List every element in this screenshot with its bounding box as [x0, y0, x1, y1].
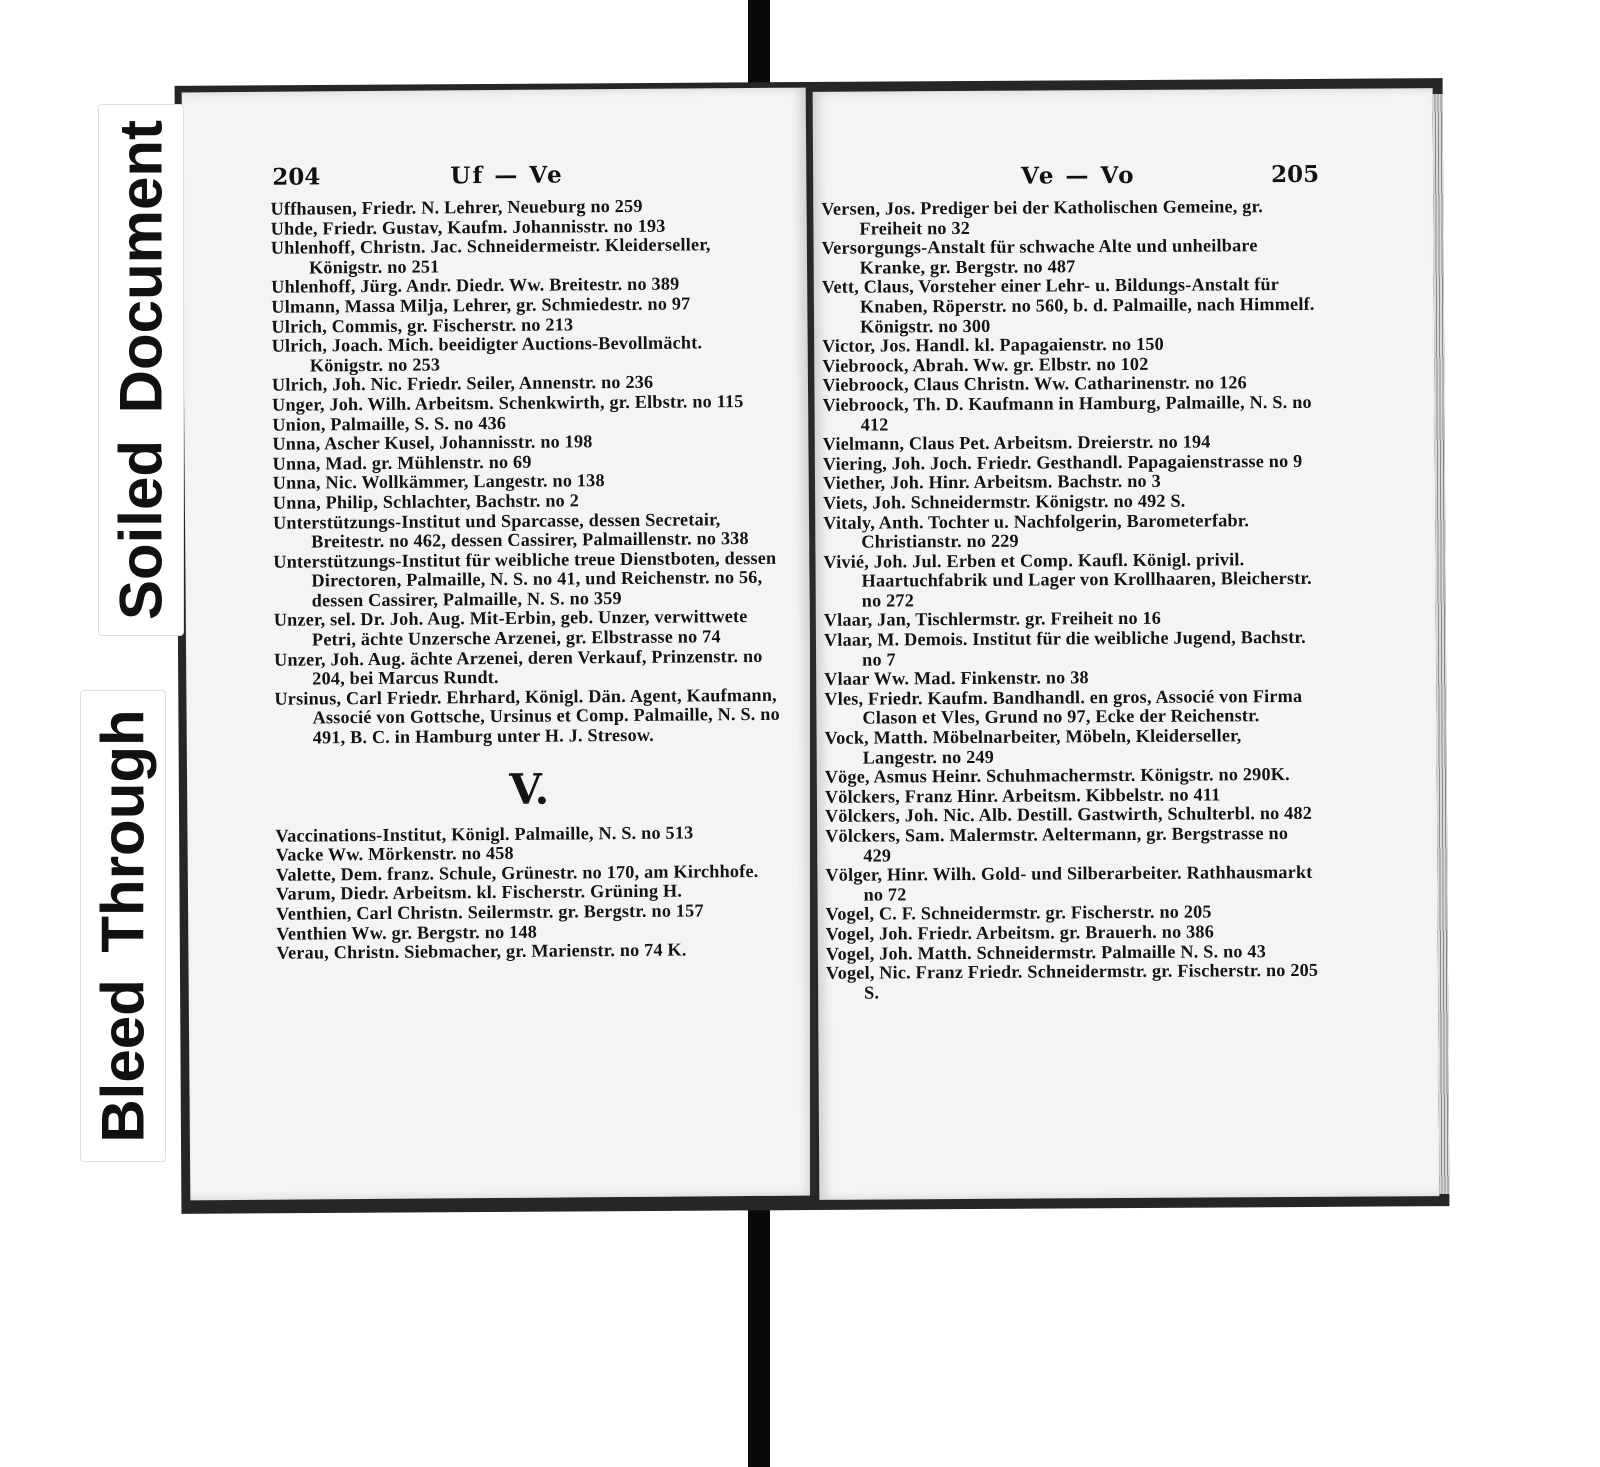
right-page-entry: Versen, Jos. Prediger bei der Katholischen Gemeine, gr. Freiheit no 32 [821, 196, 1263, 239]
right-page-entry: Vitaly, Anth. Tochter u. Nachfolgerin, Barometerfabr. Christianstr. no 229 [823, 509, 1250, 552]
left-page-entry: Varum, Diedr. Arbeitsm. kl. Fischerstr. Grüning H. [275, 880, 683, 905]
left-page-entry: Venthien, Carl Christn. Seilermstr. gr. Bergstr. no 157 [276, 900, 704, 924]
left-page-entry: Ulrich, Commis, gr. Fischerstr. no 213 [271, 313, 574, 337]
right-page-entry: Vlaar, Jan, Tischlermstr. gr. Freiheit no 16 [823, 608, 1162, 631]
left-page-entry: Vaccinations-Institut, Königl. Palmaille, N. S. no 513 [275, 822, 694, 846]
left-page-entry: Unterstützungs-Institut für weibliche treue Dienstboten, dessen Directoren, Palmaille, N. S. no 41, und Reichenstr. no 56, dessen Cassirer, Palmaille, N. S. no 359 [273, 547, 777, 611]
left-page-entry: Valette, Dem. franz. Schule, Grünestr. no 170, am Kirchhofe. [275, 860, 759, 885]
left-page-entry: Uffhausen, Friedr. N. Lehrer, Neueburg no 259 [270, 195, 643, 219]
left-page-entry: Unger, Joh. Wilh. Arbeitsm. Schenkwirth, gr. Elbstr. no 115 [272, 391, 744, 415]
right-entry-list [821, 197, 1320, 1003]
right-page-entry: Völger, Hinr. Wilh. Gold- und Silberarbeiter. Rathhausmarkt no 72 [825, 862, 1313, 905]
right-page-number: 205 [1271, 160, 1320, 189]
left-page-entry: Ulrich, Joh. Nic. Friedr. Seiler, Annenstr. no 236 [271, 372, 654, 396]
left-page-number: 204 [272, 163, 321, 191]
right-page [813, 88, 1440, 1200]
right-page-entry: Vock, Matth. Möbelnarbeiter, Möbeln, Kleiderseller, Langestr. no 249 [824, 725, 1242, 768]
soiled-document-label [98, 104, 184, 636]
left-page-entry: Vacke Ww. Mörkenstr. no 458 [275, 843, 514, 865]
right-page-entry: Victor, Jos. Handl. kl. Papagaienstr. no 150 [822, 333, 1165, 357]
left-page-entry: Verau, Christn. Siebmacher, gr. Marienstr. no 74 K. [276, 939, 687, 963]
left-page-entry: Unna, Nic. Wollkämmer, Langestr. no 138 [272, 470, 605, 494]
left-entry-list [271, 196, 785, 964]
right-page-entry: Vogel, Joh. Friedr. Arbeitsm. gr. Brauerh. no 386 [825, 921, 1215, 944]
left-page-range: Uf — Ve [450, 161, 564, 190]
right-page-entry: Versorgungs-Anstalt für schwache Alte und unheilbare Kranke, gr. Bergstr. no 487 [821, 235, 1258, 278]
right-running-head [825, 160, 1325, 190]
right-page-entry: Vett, Claus, Vorsteher einer Lehr- u. Bildungs-Anstalt für Knaben, Röperstr. no 560, b. d. Palmaille, nach Himmelf. Königstr. no 300 [821, 274, 1315, 337]
left-page-entry: Venthien Ww. gr. Bergstr. no 148 [276, 921, 538, 944]
left-page-entry: Unna, Philip, Schlachter, Bachstr. no 2 [272, 490, 580, 513]
right-page-entry: Völckers, Sam. Malermstr. Aeltermann, gr. Bergstrasse no 429 [825, 823, 1289, 866]
right-page-entry: Viebroock, Th. D. Kaufmann in Hamburg, Palmaille, N. S. no 412 [822, 391, 1312, 435]
right-page-entry: Vles, Friedr. Kaufm. Bandhandl. en gros, Associé von Firma Clason et Vles, Grund no 97, Ecke der Reichenstr. [824, 685, 1303, 729]
right-page-entry: Viering, Joh. Joch. Friedr. Gesthandl. Papagaienstrasse no 9 [822, 450, 1303, 474]
left-running-head [272, 160, 772, 191]
left-page-entry: Union, Palmaille, S. S. no 436 [272, 412, 507, 435]
left-page-entry: Unna, Mad. gr. Mühlenstr. no 69 [272, 451, 532, 474]
left-page-entry: Uhlenhoff, Jürg. Andr. Diedr. Ww. Breitestr. no 389 [271, 273, 680, 298]
spine-strip-bottom [748, 1193, 770, 1467]
right-page-entry: Vlaar, M. Demois. Institut für die weibliche Jugend, Bachstr. no 7 [823, 626, 1306, 670]
left-page-entry: Unterstützungs-Institut und Sparcasse, dessen Secretair, Breitestr. no 462, dessen Cassirer, Palmaillenstr. no 338 [272, 508, 749, 552]
bleed-through-label-text: Bleed Through [89, 709, 157, 1143]
right-page-entry: Vielmann, Claus Pet. Arbeitsm. Dreierstr. no 194 [822, 431, 1211, 454]
left-page-entry: Uhlenhoff, Christn. Jac. Schneidermeistr. Kleiderseller, Königstr. no 251 [270, 234, 711, 278]
right-page-entry: Vogel, Joh. Matth. Schneidermstr. Palmaille N. S. no 43 [825, 940, 1267, 964]
right-page-entry: Vogel, Nic. Franz Friedr. Schneidermstr. gr. Fischerstr. no 205 S. [825, 959, 1319, 1003]
section-heading-v: V. [509, 764, 550, 814]
right-page-entry: Vivié, Joh. Jul. Erben et Comp. Kaufl. Königl. privil. Haartuchfabrik und Lager von Krollhaaren, Bleicherstr. no 272 [823, 548, 1312, 611]
bleed-through-label [80, 690, 166, 1162]
right-page-entry: Viebroock, Abrah. Ww. gr. Elbstr. no 102 [822, 353, 1149, 376]
left-page-entry: Unzer, sel. Dr. Joh. Aug. Mit-Erbin, geb. Unzer, verwittwete Petri, ächte Unzersche Arzenei, gr. Elbstrasse no 74 [273, 606, 748, 650]
right-page-entry: Völckers, Joh. Nic. Alb. Destill. Gastwirth, Schulterbl. no 482 [824, 803, 1313, 827]
left-page [182, 88, 815, 1201]
right-page-entry: Vlaar Ww. Mad. Finkenstr. no 38 [824, 667, 1089, 690]
right-page-range: Ve — Vo [1021, 161, 1136, 190]
left-page-entry: Unna, Ascher Kusel, Johannisstr. no 198 [272, 431, 593, 454]
right-page-entry: Völckers, Franz Hinr. Arbeitsm. Kibbelstr. no 411 [824, 784, 1221, 807]
right-page-entry: Viether, Joh. Hinr. Arbeitsm. Bachstr. no 3 [822, 471, 1161, 494]
right-page-entry: Vogel, C. F. Schneidermstr. gr. Fischerstr. no 205 [825, 901, 1212, 925]
left-page-entry: Ulrich, Joach. Mich. beeidigter Auctions-Bevollmächt. Königstr. no 253 [271, 332, 703, 376]
right-page-entry: Viebroock, Claus Christn. Ww. Catharinenstr. no 126 [822, 372, 1247, 396]
left-page-entry: Ulmann, Massa Milja, Lehrer, gr. Schmiedestr. no 97 [271, 293, 691, 317]
left-page-entry: Ursinus, Carl Friedr. Ehrhard, Königl. Dän. Agent, Kaufmann, Associé von Gottsche, Ursinus et Comp. Palmaille, N. S. no 491, B. C. in Hamburg unter H. J. Stresow. [274, 684, 780, 748]
soiled-document-label-text: Soiled Document [107, 119, 175, 621]
right-page-entry: Vöge, Asmus Heinr. Schuhmachermstr. Königstr. no 290K. [824, 764, 1290, 788]
left-page-entry: Unzer, Joh. Aug. ächte Arzenei, deren Verkauf, Prinzenstr. no 204, bei Marcus Rundt. [274, 645, 763, 689]
left-page-entry: Uhde, Friedr. Gustav, Kaufm. Johannisstr. no 193 [270, 215, 666, 239]
right-page-entry: Viets, Joh. Schneidermstr. Königstr. no 492 S. [823, 490, 1186, 513]
